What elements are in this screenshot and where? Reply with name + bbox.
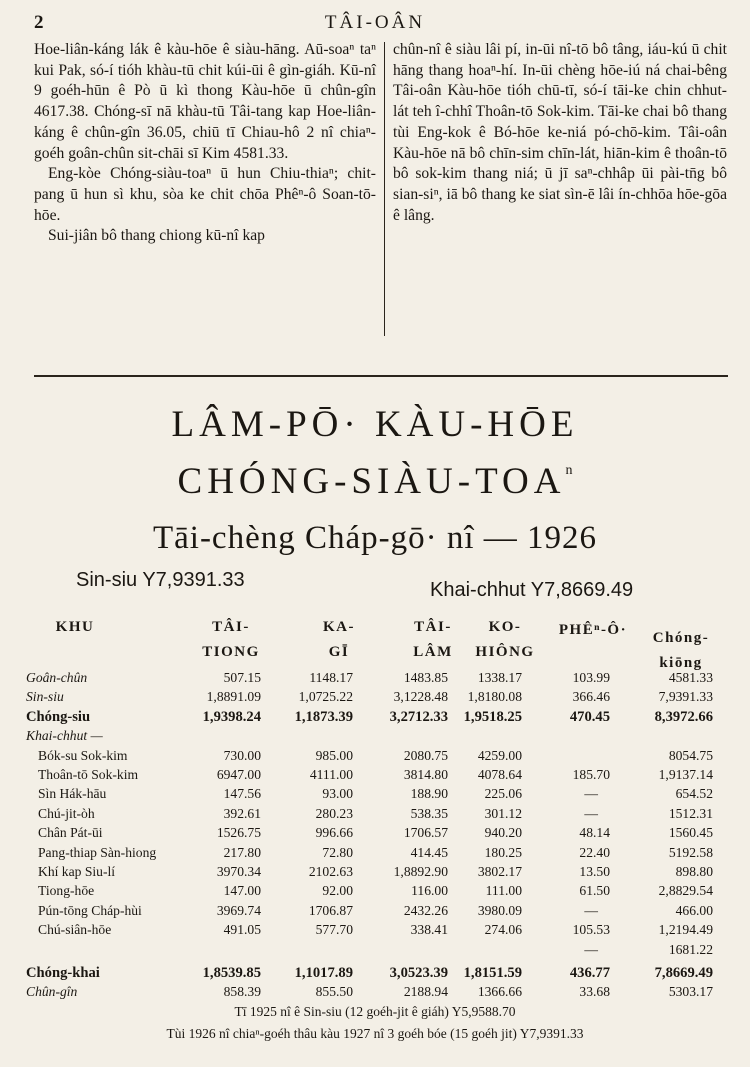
section-divider	[34, 375, 728, 377]
running-title: TÂI-OÂN	[324, 12, 426, 33]
cell-value: 1483.85	[403, 670, 448, 685]
table-row	[0, 806, 750, 826]
cell-value: 985.00	[315, 747, 353, 763]
column-header-line1: Chóng-	[652, 630, 710, 646]
column-header-line2: TIONG	[202, 644, 260, 660]
table-row	[0, 748, 750, 768]
table-row	[0, 883, 750, 903]
table-row	[0, 825, 750, 845]
row-label: Sin-siu	[26, 689, 64, 705]
cell-value: 2102.63	[308, 864, 353, 879]
cell-value: 1706.57	[403, 825, 448, 841]
total-revenue: Sin-siu Y7,9391.33	[76, 569, 245, 591]
cell-value: 470.45	[569, 708, 610, 725]
cell-value: 538.35	[410, 805, 448, 821]
cell-value: 1560.45	[668, 825, 713, 841]
column-header	[398, 615, 468, 665]
cell-value: 61.50	[579, 883, 610, 899]
table-row	[0, 845, 750, 865]
row-label: Chân Pát-ūi	[38, 825, 103, 841]
cell-value: 1366.66	[477, 984, 522, 1000]
table-row	[0, 786, 750, 806]
cell-value: 105.53	[572, 922, 610, 938]
cell-value: 858.39	[223, 984, 261, 1000]
column-header-line1: KO-	[488, 619, 522, 635]
report-subtitle	[0, 460, 750, 503]
cell-value: 116.00	[411, 883, 448, 899]
total-expense: Khai-chhut Y7,8669.49	[430, 579, 634, 601]
cell-value: 7,9391.33	[658, 689, 713, 705]
cell-value: 1,9137.14	[658, 767, 713, 782]
cell-value: 1512.31	[668, 805, 713, 821]
paragraph: Eng-kòe Chóng-siàu-toaⁿ ū hun Chiu-thiaⁿ; chit-pang ū hun sì khu, sòa ke chit chōa Phêⁿ-ô Soan-tō-hōe.	[34, 165, 376, 224]
table-row	[0, 965, 750, 985]
cell-value: 8,3972.66	[654, 708, 713, 725]
cell-value: 940.20	[484, 825, 522, 841]
cell-value: 338.41	[410, 922, 448, 938]
cell-value: 1338.17	[477, 670, 522, 685]
cell-value: 3802.17	[477, 864, 522, 879]
column-header-line1: PHÊⁿ-Ô·	[558, 622, 628, 638]
cell-value: 4581.33	[668, 670, 713, 685]
cell-value: 72.80	[322, 844, 353, 860]
column-header	[186, 615, 276, 665]
cell-value: 2188.94	[403, 984, 448, 1000]
cell-value: 392.61	[223, 805, 261, 821]
row-label: Chóng-siu	[26, 708, 91, 725]
table-row	[0, 689, 750, 709]
cell-value: 1,8539.85	[202, 965, 261, 981]
table-row	[0, 728, 750, 748]
cell-value: 1681.22	[668, 941, 713, 957]
cell-value: 491.05	[223, 922, 261, 938]
row-label: Goân-chûn	[26, 670, 88, 685]
cell-value: 2432.26	[403, 902, 448, 918]
cell-value: 654.52	[675, 786, 713, 802]
paragraph: Hoe-liân-káng lák ê kàu-hōe ê siàu-hāng. Aū-soaⁿ taⁿ kui Pak, só-í tióh khàu-tū chit kúi-ūi ê gìn-giáh. Kū-nî 9 goéh-hūn ê Pò ū kì thong Kàu-hōe ū chûn-gîn 4617.38. Chóng-sī nā khàu-tū Tâi-tang kap Hoe-liân-káng ê chûn-gîn 36.05, chiū tī Chiau-hô 2 nî chiaⁿ-goéh goân-chûn sit-chāi sī Kim 4581.33.	[34, 41, 376, 162]
cell-value: 1,1873.39	[294, 708, 353, 725]
cell-value: 3,2712.33	[389, 708, 448, 725]
row-label: Pang-thiap Sàn-hiong	[38, 844, 157, 860]
footnote: Tī 1925 nî ê Sin-siu (12 goéh-jit ê giáh) Y5,9588.70	[234, 1004, 516, 1019]
column-header	[30, 615, 120, 640]
table-row	[0, 942, 750, 962]
footnote: Tùi 1926 nî chiaⁿ-goéh thâu kàu 1927 nî 3 goéh bóe (15 goéh jit) Y7,9391.33	[166, 1026, 584, 1041]
cell-value: 436.77	[569, 965, 610, 981]
table-row	[0, 864, 750, 884]
row-label: Khai-chhut —	[26, 728, 103, 744]
report-year: Tāi-chèng Cháp-gō· nî — 1926	[152, 520, 598, 556]
running-header	[0, 12, 750, 42]
column-header-line2: kiōng	[659, 655, 703, 671]
right-column	[393, 40, 727, 226]
cell-value: 147.00	[223, 883, 261, 899]
row-label: Chú-siân-hōe	[38, 922, 112, 938]
row-label: Pún-tōng Cháp-hùi	[38, 902, 142, 918]
cell-value: 1,8892.90	[393, 864, 448, 879]
cell-value: 5192.58	[668, 844, 713, 860]
cell-value: 3980.09	[477, 902, 522, 918]
cell-value: 3,1228.48	[393, 689, 448, 705]
column-header-line1: TÂI-	[212, 619, 250, 635]
cell-value: 188.90	[410, 786, 448, 802]
cell-value: 466.00	[675, 902, 713, 918]
cell-value: 1526.75	[216, 825, 261, 841]
cell-value: 1,8180.08	[467, 689, 522, 705]
cell-value: 996.66	[315, 825, 353, 841]
report-title: LÂM-PŌ· KÀU-HŌE	[171, 404, 579, 445]
cell-value: 3970.34	[216, 864, 261, 879]
row-label: Chú-jit-òh	[38, 805, 95, 821]
cell-value: 33.68	[579, 984, 610, 1000]
cell-value: 8054.75	[668, 747, 713, 763]
report-subtitle-text: CHÓNG-SIÀU-TOA	[177, 461, 566, 502]
cell-value: 1,8891.09	[206, 689, 261, 705]
column-divider	[384, 42, 385, 336]
cell-value: 577.70	[315, 922, 353, 938]
cell-value: 4111.00	[309, 767, 353, 782]
cell-value: 1,8151.59	[463, 965, 522, 981]
paragraph: Sui-jiân bô thang chiong kū-nî kap	[48, 227, 265, 245]
table-row	[0, 903, 750, 923]
page-number: 2	[34, 12, 44, 33]
left-column	[34, 40, 376, 247]
cell-value: 898.80	[675, 864, 713, 879]
cell-value: 855.50	[315, 984, 353, 1000]
cell-value: 1,2194.49	[658, 922, 713, 938]
cell-value: 7,8669.49	[654, 965, 713, 981]
row-label: Bók-su Sok-kim	[38, 747, 128, 763]
cell-value: —	[584, 941, 598, 957]
cell-value: 1148.17	[309, 670, 353, 685]
cell-value: 1,9398.24	[202, 708, 261, 725]
cell-value: 274.06	[484, 922, 522, 938]
row-label: Chóng-khai	[26, 965, 100, 981]
row-label: Tiong-hōe	[38, 883, 95, 899]
table-row	[0, 709, 750, 729]
cell-value: 48.14	[579, 825, 610, 841]
cell-value: 4259.00	[477, 747, 522, 763]
cell-value: 6947.00	[216, 767, 261, 782]
cell-value: 414.45	[410, 844, 448, 860]
cell-value: 180.25	[484, 844, 522, 860]
cell-value: 217.80	[223, 844, 261, 860]
cell-value: 93.00	[322, 786, 353, 802]
row-label: Thoân-tō Sok-kim	[38, 767, 139, 782]
cell-value: 1,1017.89	[294, 965, 353, 981]
column-header-line2: LÂM	[413, 644, 453, 660]
cell-value: 147.56	[223, 786, 261, 802]
cell-value: 5303.17	[668, 984, 713, 1000]
column-header	[636, 626, 726, 676]
cell-value: 2,8829.54	[658, 883, 713, 899]
cell-value: 92.00	[322, 883, 353, 899]
column-header	[465, 615, 545, 665]
table-row	[0, 767, 750, 787]
cell-value: 4078.64	[477, 767, 522, 782]
table-row	[0, 922, 750, 942]
column-header-line1: TÂI-	[414, 619, 452, 635]
cell-value: 366.46	[572, 689, 610, 705]
cell-value: 1706.87	[308, 902, 353, 918]
cell-value: 111.00	[485, 883, 522, 899]
table-row	[0, 670, 750, 690]
column-header-line1: KA-	[323, 619, 355, 635]
row-label: Khí kap Siu-lí	[38, 864, 116, 879]
cell-value: —	[584, 786, 598, 802]
row-label: Sìn Hák-hāu	[38, 786, 107, 802]
cell-value: 225.06	[484, 786, 522, 802]
column-header	[304, 615, 374, 665]
paragraph: chûn-nî ê siàu lâi pí, in-ūi nî-tō bô tâng, iáu-kú ū chit hāng thang hoaⁿ-hí. In-ūi chèng hōe-iú ná chai-bêng Tâi-oân Kàu-hōe tióh chū-tī, só-í tāi-ke chin chhut-lát teh î-chhî Thoân-tō Sok-kim. Tāi-ke chai bô thang tùi Eng-kok ê Bó-hōe ke-niá pó-chō-kim. Tâi-oân Kàu-hōe nā bô chīn-sim chīn-lát, hiān-kim ê thoân-tō bô sok-kim thang niá; ū jī saⁿ-chhâp ūi pài-tn̄g bô sian-siⁿ, iā bô thang ke siat sìn-ē lâi ín-chhōa hōe-gōa ê lâng.	[393, 41, 727, 224]
report-subtitle-sup: n	[565, 462, 573, 478]
cell-value: 2080.75	[403, 747, 448, 763]
cell-value: 730.00	[223, 747, 261, 763]
cell-value: 185.70	[572, 767, 610, 782]
cell-value: 507.15	[223, 670, 261, 685]
cell-value: 1,0725.22	[298, 689, 353, 705]
table-row	[0, 984, 750, 1004]
cell-value: 103.99	[572, 670, 610, 685]
cell-value: 1,9518.25	[463, 708, 522, 725]
column-header	[553, 618, 633, 643]
cell-value: 3969.74	[216, 902, 261, 918]
cell-value: 3,0523.39	[389, 965, 448, 981]
cell-value: —	[584, 902, 598, 918]
column-header-line1: KHU	[55, 619, 95, 635]
cell-value: 280.23	[315, 805, 353, 821]
cell-value: —	[584, 805, 598, 821]
cell-value: 13.50	[579, 864, 610, 879]
row-label: Chûn-gîn	[26, 984, 78, 1000]
cell-value: 301.12	[484, 805, 522, 821]
column-header-line2: GĪ	[328, 644, 350, 660]
cell-value: 3814.80	[403, 767, 448, 782]
cell-value: 22.40	[579, 844, 610, 860]
column-header-line2: HIÔNG	[475, 644, 535, 660]
